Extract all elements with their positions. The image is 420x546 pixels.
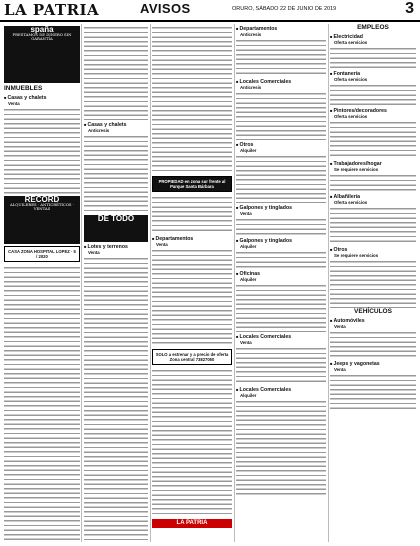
classified-text [236,216,326,236]
category-heading: ■ Jeeps y vagonetas [330,361,416,367]
classified-text [236,249,326,269]
bottom-banner: LA PATRIA [152,519,232,528]
subcategory-heading: Se requiere servicios [334,167,379,172]
ad-text: ALQUILERES · ANTICRÉTICOS · VENTAS [10,202,74,212]
classified-text [152,24,232,174]
classified-text [84,24,148,120]
category-heading: ■ Lotes y terrenos [84,244,148,250]
classified-text [236,153,326,203]
classified-text [4,106,80,194]
category-heading: ■ Trabajadores/hogar [330,161,416,167]
classified-text [330,172,416,192]
classified-text [236,90,326,140]
category-heading: ■ Casas y chalets [4,95,80,101]
section-vehiculos: VEHÍCULOS [354,308,392,315]
category-heading: ■ Pintores/decoradores [330,108,416,114]
classified-text [152,194,232,234]
ad-de-todo [84,215,148,242]
boxed-ad: CASA ZONA HOSPITAL LOPEZ · 5 / 2020 [4,246,80,262]
column-divider [328,24,329,542]
subcategory-heading: Alquiler [240,244,257,249]
page-header [0,0,420,22]
subcategory-heading: Venta [156,242,168,247]
category-heading: ■ Locales Comerciales [236,334,326,340]
category-heading: ■ Locales Comerciales [236,387,326,393]
newspaper-masthead: LA PATRIA [4,1,100,19]
category-heading: ■ Galpones y tinglados [236,205,326,211]
section-title: AVISOS [140,1,191,16]
classified-text [4,264,80,542]
page-number: 3 [405,0,414,17]
ad-record [4,196,80,243]
subcategory-heading: Se requiere servicios [334,253,379,258]
dateline: ORURO, SÁBADO 22 DE JUNIO DE 2019 [232,6,337,12]
subcategory-heading: Oferta servicios [334,40,368,45]
category-heading: ■ Locales Comerciales [236,79,326,85]
subcategory-heading: Anticresis [240,32,262,37]
subcategory-heading: Venta [240,340,252,345]
column-4 [236,24,326,542]
classified-text [236,345,326,385]
category-heading: ■ Fontanería [330,71,416,77]
subcategory-heading: Venta [334,324,346,329]
ad-espana [4,26,80,83]
subcategory-heading: Alquiler [240,148,257,153]
category-heading: ■ Electricidad [330,34,416,40]
category-heading: ■ Automóviles [330,318,416,324]
subcategory-heading: Oferta servicios [334,200,368,205]
classified-text [330,82,416,106]
category-heading: ■ Departamentos [152,236,232,242]
classified-text [330,258,416,308]
column-3 [152,24,232,542]
category-heading: ■ Galpones y tinglados [236,238,326,244]
ad-title: spaña [30,25,54,34]
subcategory-heading: Venta [8,101,20,107]
classified-text [330,205,416,245]
subcategory-heading: Venta [240,211,252,216]
classified-text [236,282,326,332]
boxed-ad: SOLO a estrenar y a precio de oferta Zona central 73827050 [152,349,232,365]
category-heading: ■ Departamentos [236,26,326,32]
category-heading: ■ Casas y chalets [84,122,148,128]
category-heading: ■ Otros [236,142,326,148]
column-divider [81,24,82,542]
subcategory-heading: Venta [334,367,346,372]
column-divider [150,24,151,542]
ad-text: PRESTAMOS DE DINERO SIN GARANTÍA [12,31,72,41]
classified-text [152,367,232,517]
column-1 [4,24,80,542]
section-empleos: EMPLEOS [357,24,389,31]
boxed-ad: PROPIEDAD en zona sur frente al Parque Santa Bárbara [152,176,232,192]
subcategory-heading: Venta [88,249,100,255]
classified-text [84,255,148,542]
subcategory-heading: Alquiler [240,393,257,398]
category-heading: ■ Otros [330,247,416,253]
column-divider [234,24,235,542]
subcategory-heading: Anticresis [88,128,110,133]
classified-text [330,372,416,412]
section-inmuebles: INMUEBLES [4,85,43,93]
subcategory-heading: Anticresis [240,85,262,90]
category-heading: ■ Oficinas [236,271,326,277]
classified-text [330,119,416,159]
classified-text [152,247,232,347]
classified-text [330,329,416,359]
category-heading: ■ Albañilería [330,194,416,200]
classified-text [236,398,326,498]
column-2 [84,24,148,542]
ad-title: DE TODO [97,214,135,223]
subcategory-heading: Oferta servicios [334,114,368,119]
classified-text [330,45,416,69]
column-5 [330,24,416,542]
ad-title: RECORD [24,195,60,205]
subcategory-heading: Oferta servicios [334,77,368,82]
classified-text [84,133,148,213]
classified-text [236,37,326,77]
subcategory-heading: Alquiler [240,277,257,282]
